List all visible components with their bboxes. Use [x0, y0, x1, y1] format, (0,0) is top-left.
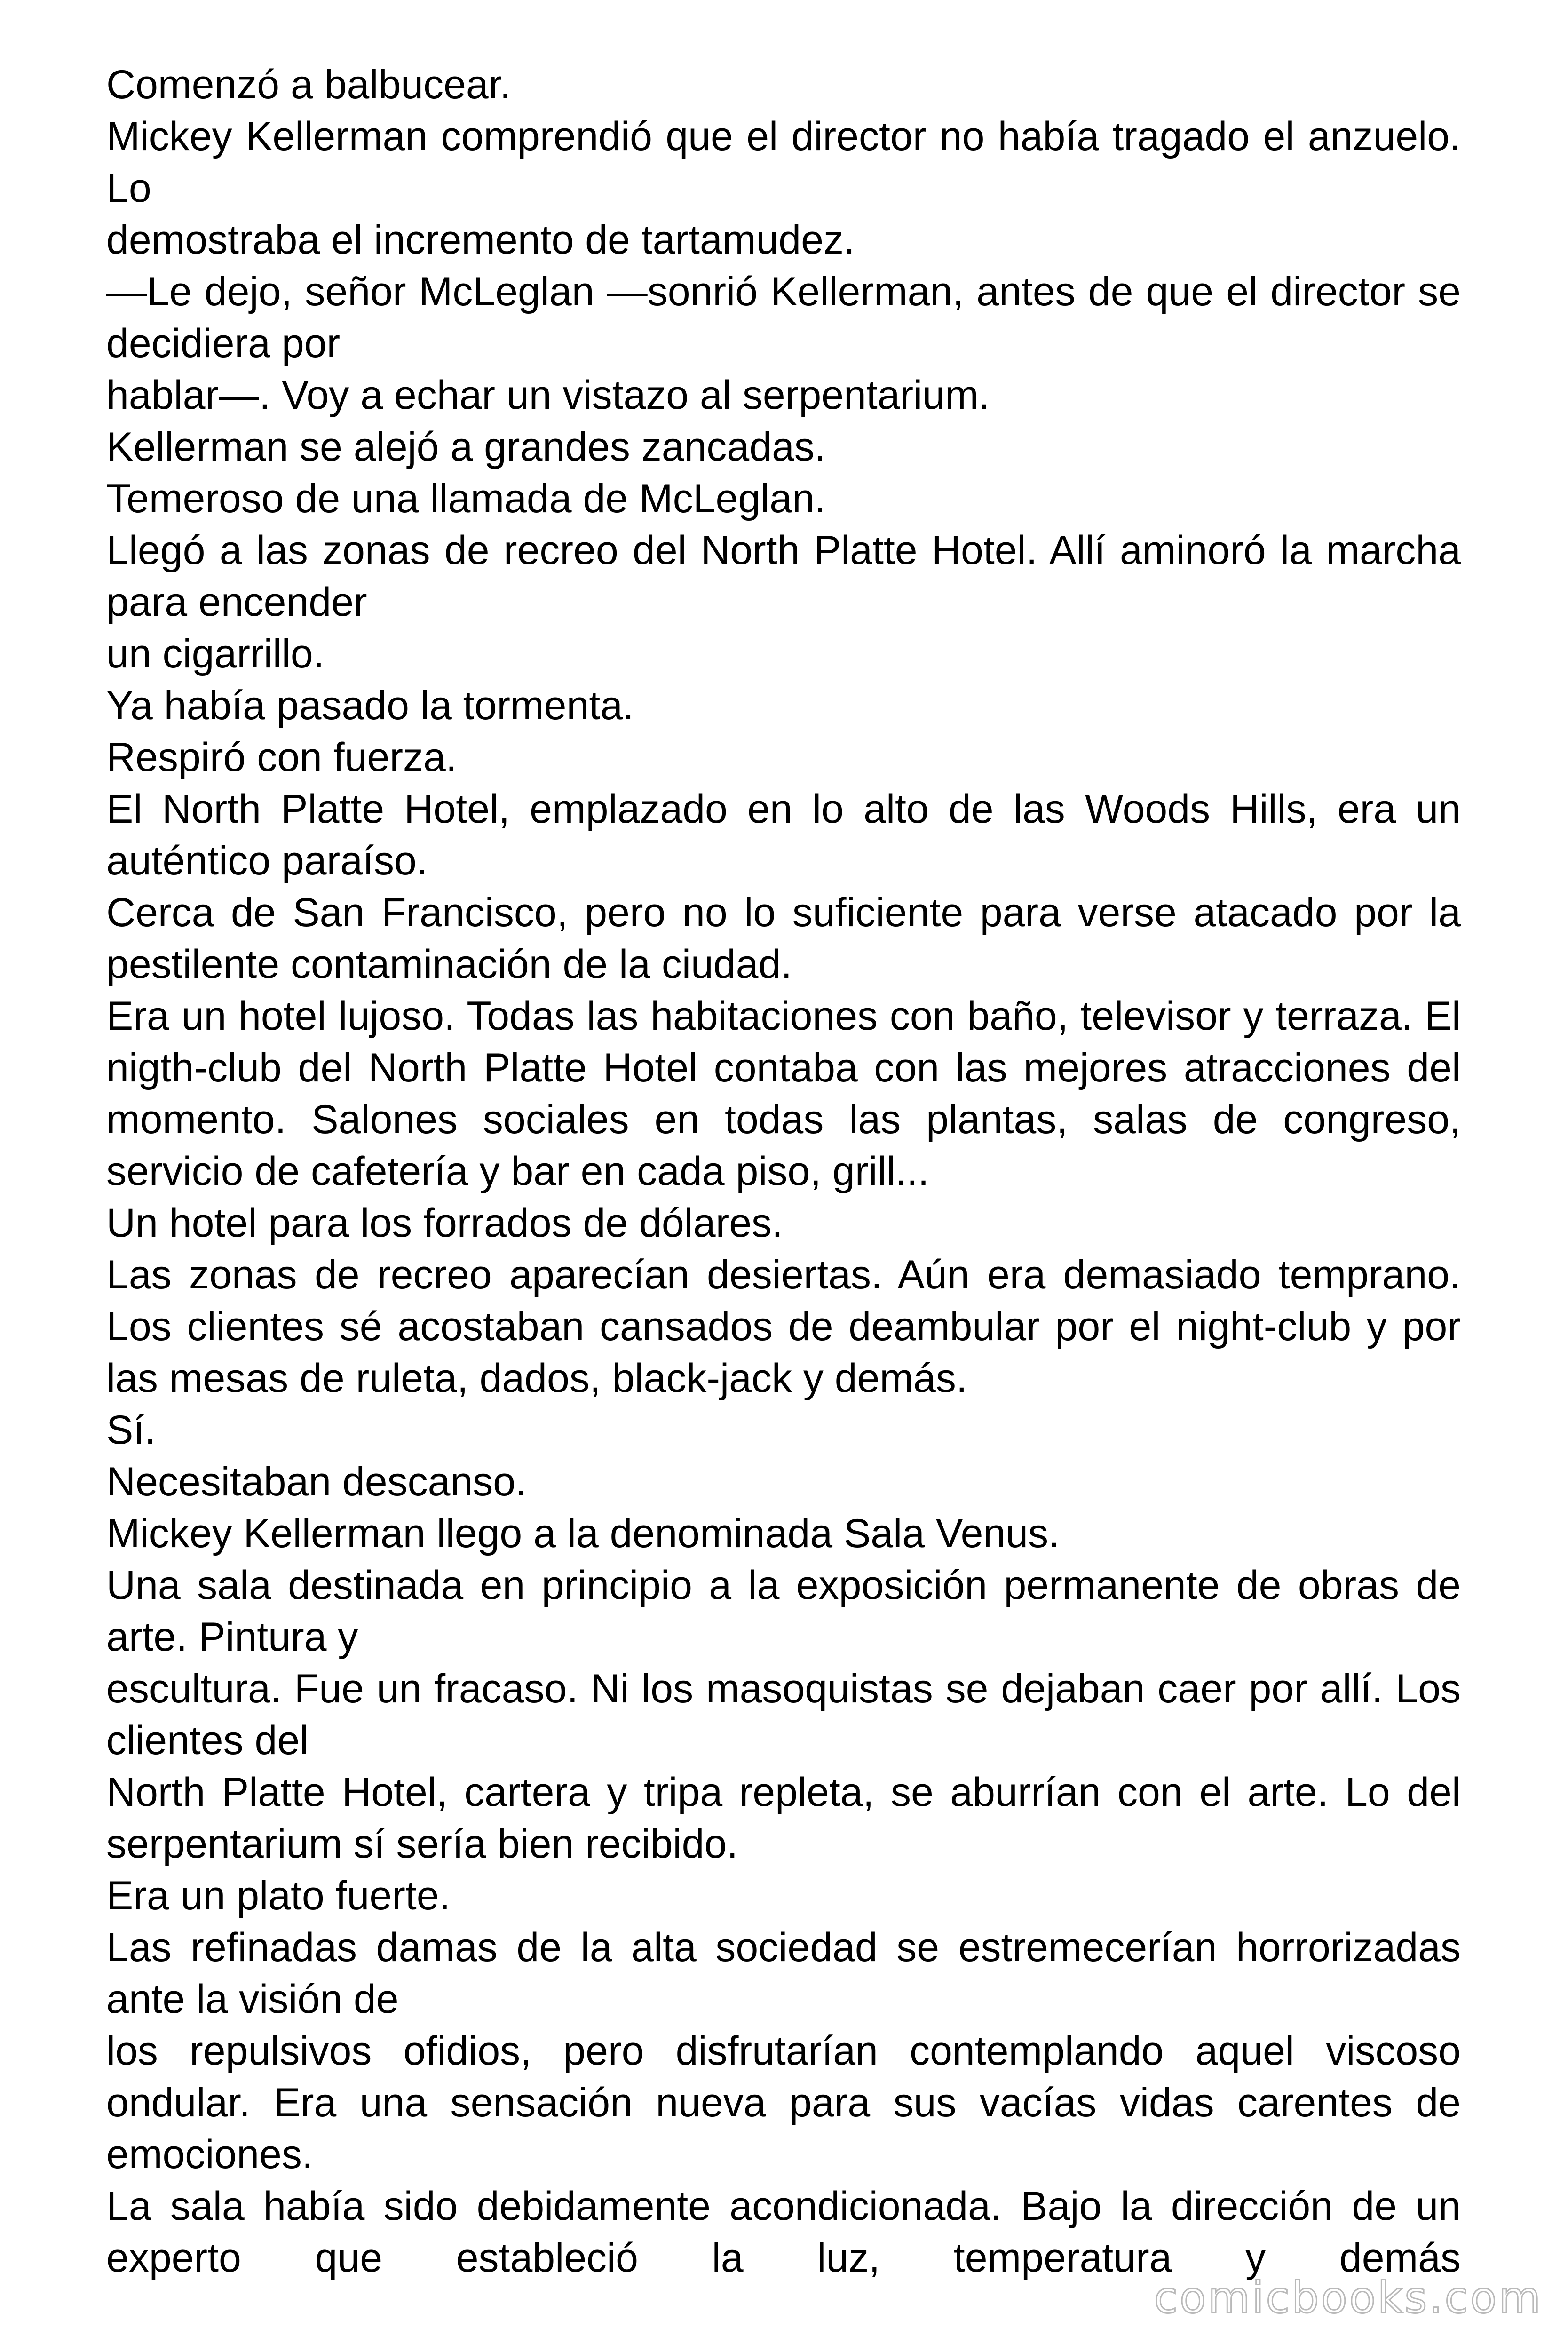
paragraph: Respiró con fuerza. — [106, 735, 457, 780]
paragraph: Mickey Kellerman llego a la denominada Sala Venus. — [106, 1511, 1060, 1556]
paragraph: Era un hotel lujoso. Todas las habitaciones con baño, televisor y terraza. El nigth-club del North Platte Hotel contaba con las mejores atracciones del momento. Salones sociales en todas las plantas, salas de congreso, servicio de cafetería y bar en cada piso, grill... — [106, 993, 1461, 1194]
paragraph: Kellerman se alejó a grandes zancadas. — [106, 424, 826, 469]
paragraph: Necesitaban descanso. — [106, 1459, 527, 1504]
paragraph: North Platte Hotel, cartera y tripa repleta, se aburrían con el arte. Lo del serpentarium sí sería bien recibido. — [106, 1770, 1461, 1867]
paragraph: Llegó a las zonas de recreo del North Platte Hotel. Allí aminoró la marcha para encender — [106, 528, 1461, 625]
document-body — [106, 59, 1461, 2284]
watermark-logo: comicbooks.com — [1154, 2273, 1543, 2323]
paragraph: demostraba el incremento de tartamudez. — [106, 217, 855, 262]
paragraph: Cerca de San Francisco, pero no lo suficiente para verse atacado por la pestilente contaminación de la ciudad. — [106, 890, 1461, 987]
paragraph: Un hotel para los forrados de dólares. — [106, 1200, 783, 1246]
paragraph: Las refinadas damas de la alta sociedad se estremecerían horrorizadas ante la visión de — [106, 1925, 1461, 2022]
paragraph: Las zonas de recreo aparecían desiertas. Aún era demasiado temprano. Los clientes sé acostaban cansados de deambular por el night-club y por las mesas de ruleta, dados, black-jack y demás. — [106, 1252, 1461, 1401]
paragraph: Mickey Kellerman comprendió que el director no había tragado el anzuelo. Lo — [106, 114, 1461, 211]
paragraph: escultura. Fue un fracaso. Ni los masoquistas se dejaban caer por allí. Los clientes del — [106, 1666, 1461, 1763]
paragraph: Ya había pasado la tormenta. — [106, 683, 634, 728]
paragraph: —Le dejo, señor McLeglan —sonrió Kellerman, antes de que el director se decidiera por — [106, 269, 1461, 366]
paragraph: Comenzó a balbucear. — [106, 62, 511, 107]
paragraph: los repulsivos ofidios, pero disfrutarían contemplando aquel viscoso ondular. Era una sensación nueva para sus vacías vidas carentes de emociones. — [106, 2028, 1461, 2177]
paragraph: Temeroso de una llamada de McLeglan. — [106, 476, 826, 521]
paragraph: El North Platte Hotel, emplazado en lo alto de las Woods Hills, era un auténtico paraíso. — [106, 787, 1461, 883]
paragraph: Sí. — [106, 1407, 156, 1453]
paragraph: La sala había sido debidamente acondicionada. Bajo la dirección de un experto que estableció la luz, temperatura y demás — [106, 2184, 1461, 2280]
paragraph: un cigarrillo. — [106, 631, 325, 676]
paragraph: Era un plato fuerte. — [106, 1873, 451, 1918]
paragraph: Una sala destinada en principio a la exposición permanente de obras de arte. Pintura y — [106, 1563, 1461, 1660]
paragraph: hablar—. Voy a echar un vistazo al serpentarium. — [106, 373, 990, 418]
